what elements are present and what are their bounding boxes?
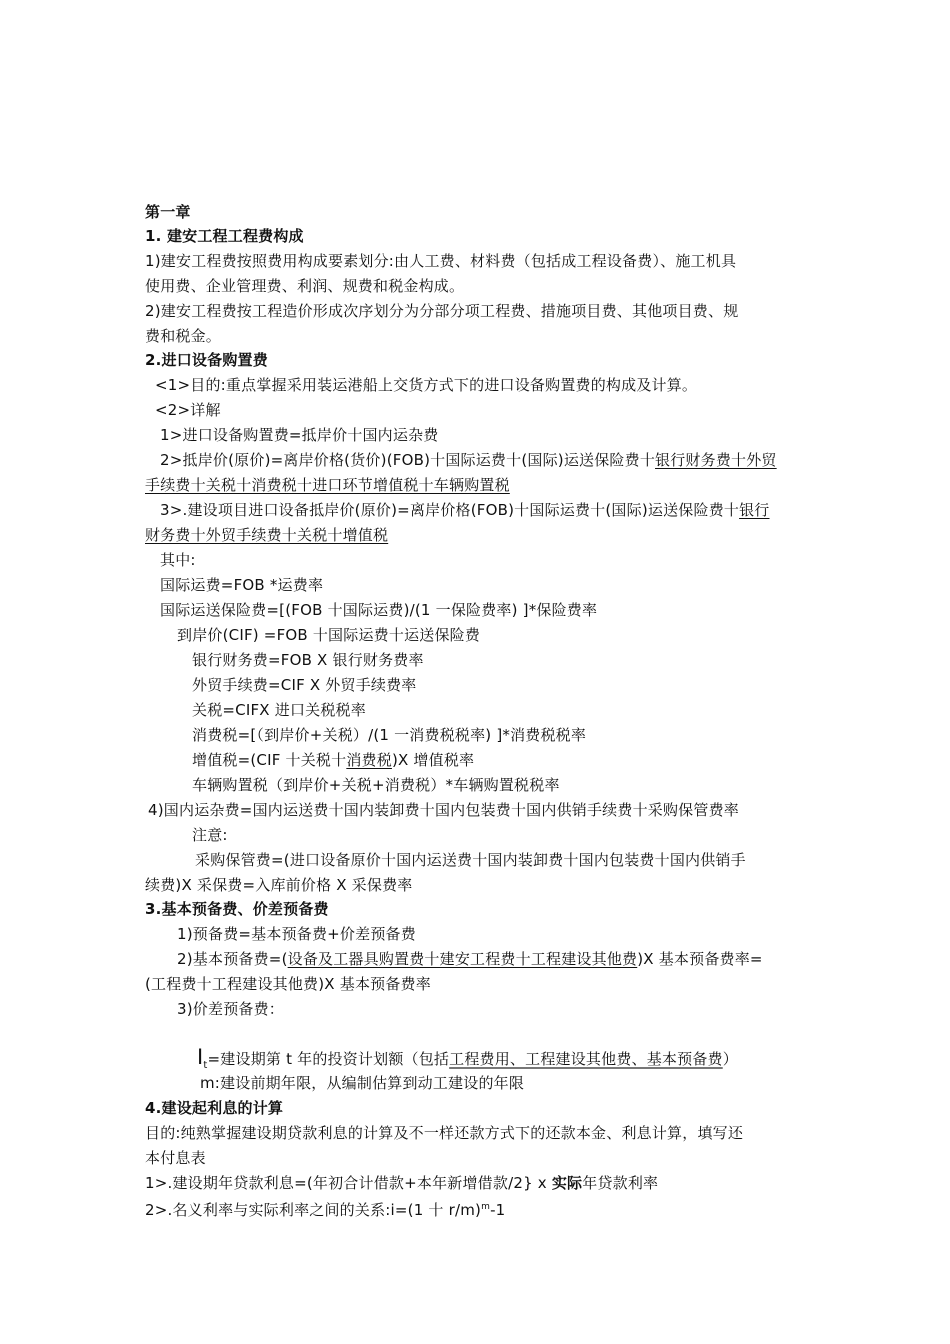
s4-goal-b: 本付息表 <box>145 1149 206 1167</box>
s1-para-1a: 1)建安工程费按照费用构成要素划分:由人工费、材料费（包括成工程设备费）、施工机具 <box>145 252 737 270</box>
s3-reserve-2a-post: )X 基本预备费率= <box>637 950 763 968</box>
section-2-title: 2.进口设备购置费 <box>145 351 268 369</box>
s3-it-underlined: 工程费用、工程建设其他费、基本预备费 <box>449 1050 723 1068</box>
chapter-heading: 第一章 <box>145 203 191 221</box>
s2-among: 其中: <box>160 551 196 569</box>
s4-interest-1 <box>145 1171 658 1195</box>
s3-m-definition: m:建设前期年限，从编制估算到动工建设的年限 <box>200 1074 525 1092</box>
s2-vat-post: )X 增值税率 <box>391 751 475 769</box>
s2-detail: <2>详解 <box>155 401 221 419</box>
s3-reserve-2b: (工程费十工程建设其他费)X 基本预备费率 <box>145 975 431 993</box>
s3-it-subscript: t <box>203 1060 208 1071</box>
s4-interest-1-post: 年贷款利率 <box>582 1174 659 1192</box>
s2-bank: 银行财务费=FOB X 银行财务费率 <box>192 651 424 669</box>
s3-reserve-2a <box>177 947 763 971</box>
s4-interest-1-pre: 1>.建设期年贷款利息=(年初合计借款+本年新增借款/2} x <box>145 1174 552 1192</box>
s2-formula-2a-text: 2>抵岸价(原价)=离岸价格(货价)(FOB)十国际运费十(国际)运送保险费十 <box>160 451 656 469</box>
s2-vehicle: 车辆购置税（到岸价+关税+消费税）*车辆购置税税率 <box>192 776 560 794</box>
s2-freight: 国际运费=FOB *运费率 <box>160 576 324 594</box>
s2-trade: 外贸手续费=CIF X 外贸手续费率 <box>192 676 417 694</box>
s2-storage-a: 采购保管费=(进口设备原价十国内运送费十国内装卸费十国内包装费十国内供销手 <box>195 851 746 869</box>
s4-interest-2-pre: 2>.名义利率与实际利率之间的关系:i=(1 十 r/m) <box>145 1201 482 1219</box>
s4-goal-a: 目的:纯熟掌握建设期贷款利息的计算及不一样还款方式下的还款本金、利息计算，填写还 <box>145 1124 744 1142</box>
s3-reserve-2a-pre: 2)基本预备费=( <box>177 950 288 968</box>
s3-it-symbol: I <box>197 1045 204 1069</box>
s3-reserve-3: 3)价差预备费： <box>177 1000 284 1018</box>
s2-vat <box>192 748 474 772</box>
s1-para-2b: 费和税金。 <box>145 327 222 345</box>
s3-reserve-2a-underlined: 设备及工器具购置费十建安工程费十工程建设其他费 <box>287 950 638 968</box>
s3-it-pre: =建设期第 t 年的投资计划额（包括 <box>207 1050 450 1068</box>
s4-interest-2-post: -1 <box>490 1201 506 1219</box>
s2-domestic: 4)国内运杂费=国内运送费十国内装卸费十国内包装费十国内供销手续费十采购保管费率 <box>148 801 739 819</box>
s1-para-2a: 2)建安工程费按工程造价形成次序划分为分部分项工程费、措施项目费、其他项目费、规 <box>145 302 739 320</box>
s2-note: 注意: <box>192 826 228 844</box>
section-3-title: 3.基本预备费、价差预备费 <box>145 900 329 918</box>
s3-reserve-1: 1)预备费=基本预备费+价差预备费 <box>177 925 416 943</box>
s2-formula-2a <box>160 448 777 472</box>
s2-tariff: 关税=CIFX 进口关税税率 <box>192 701 366 719</box>
s2-formula-3a-text: 3>.建设项目进口设备抵岸价(原价)=离岸价格(FOB)十国际运费十(国际)运送保险费十 <box>160 501 740 519</box>
s2-formula-3a <box>160 498 770 522</box>
s2-formula-3a-underlined: 银行 <box>739 501 770 519</box>
s1-para-1b: 使用费、企业管理费、利润、规费和税金构成。 <box>145 277 465 295</box>
s4-interest-2 <box>145 1195 505 1222</box>
s3-it-post: ） <box>722 1050 738 1068</box>
s2-formula-1: 1>进口设备购置费=抵岸价十国内运杂费 <box>160 426 439 444</box>
section-1-title: 1. 建安工程工程费构成 <box>145 227 304 245</box>
s2-vat-pre: 增值税=(CIF 十关税十 <box>192 751 347 769</box>
s4-interest-2-sup: m <box>481 1202 491 1212</box>
section-4-title: 4.建设起利息的计算 <box>145 1099 284 1117</box>
s2-formula-3b: 财务费十外贸手续费十关税十增值税 <box>145 526 389 544</box>
s2-insurance: 国际运送保险费=[(FOB 十国际运费)/(1 一保险费率) ]*保险费率 <box>160 601 598 619</box>
s2-vat-underlined: 消费税 <box>346 751 392 769</box>
s2-storage-b: 续费)X 采保费=入库前价格 X 采保费率 <box>145 876 413 894</box>
s2-formula-2b: 手续费十关税十消费税十进口环节增值税十车辆购置税 <box>145 476 510 494</box>
s2-cif: 到岸价(CIF) =FOB 十国际运费十运送保险费 <box>177 626 481 644</box>
s2-formula-2a-underlined: 银行财务费十外贸 <box>655 451 777 469</box>
s2-consumption: 消费税=[（到岸价+关税）/(1 一消费税税率) ]*消费税税率 <box>192 726 587 744</box>
s2-goal: <1>目的:重点掌握采用装运港船上交货方式下的进口设备购置费的构成及计算。 <box>155 376 698 394</box>
s4-interest-1-bold: 实际 <box>551 1174 583 1192</box>
